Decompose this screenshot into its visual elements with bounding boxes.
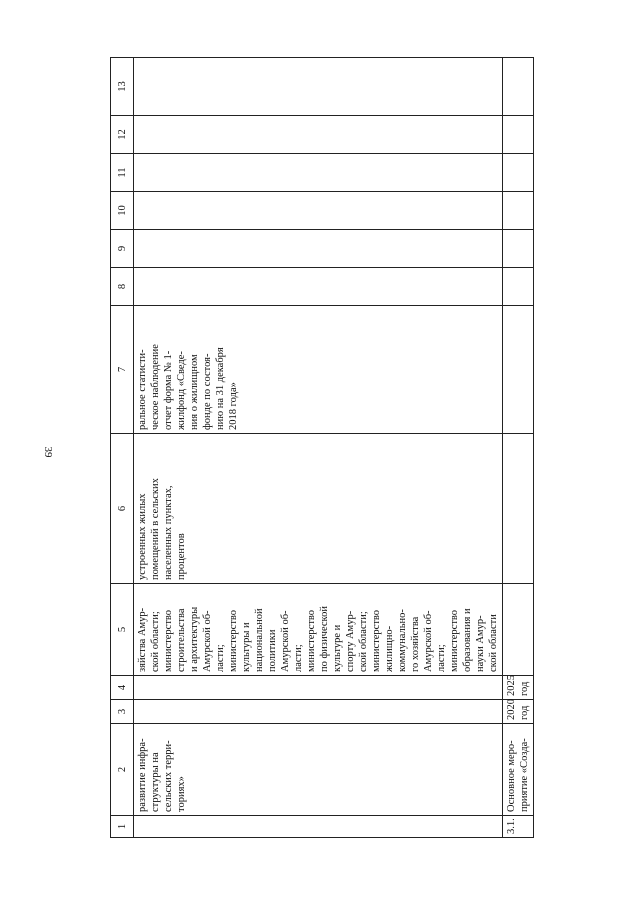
header-cell: 8 (111, 268, 134, 306)
table-cell (503, 268, 534, 306)
page-number: 39 (42, 446, 54, 458)
header-cell: 9 (111, 230, 134, 268)
program-table (110, 57, 534, 838)
header-cell: 4 (111, 676, 134, 700)
rotated-table-container (110, 58, 530, 838)
table-cell (134, 58, 503, 116)
table-cell (503, 116, 534, 154)
header-cell: 3 (111, 700, 134, 724)
table-cell (503, 58, 534, 116)
table-cell (134, 676, 503, 700)
table-cell (134, 816, 503, 838)
indicator-cell: устроенных жилых помещений в сельских населенных пунктах, процентов (134, 434, 503, 584)
header-cell: 1 (111, 816, 134, 838)
start-year-cell: 2020 год (503, 700, 534, 724)
table-cell (134, 700, 503, 724)
table-cell (134, 268, 503, 306)
table-cell (503, 306, 534, 434)
table-cell (134, 116, 503, 154)
header-cell: 6 (111, 434, 134, 584)
header-cell: 5 (111, 584, 134, 676)
table-cell (134, 154, 503, 192)
source-cell: ральное статисти- ческое наблюдение отчет форма № 1- жилфонд «Сведе- ния о жилищном фонде по состоя- нию на 31 декабря 2018 года» (134, 306, 503, 434)
table-cell (503, 192, 534, 230)
header-cell: 11 (111, 154, 134, 192)
table-cell (134, 192, 503, 230)
table-cell (134, 230, 503, 268)
event-name-cell: Основное меро- приятие «Созда- (503, 724, 534, 816)
table-cell (503, 434, 534, 584)
header-cell: 7 (111, 306, 134, 434)
header-cell: 13 (111, 58, 134, 116)
event-name-cell: развитие инфра- структуры на сельских терри- ториях» (134, 724, 503, 816)
table-cell (503, 584, 534, 676)
header-cell: 10 (111, 192, 134, 230)
row-number-cell: 3.1. (503, 816, 534, 838)
header-cell: 12 (111, 116, 134, 154)
table-cell (503, 230, 534, 268)
table-cell (503, 154, 534, 192)
end-year-cell: 2025 год (503, 676, 534, 700)
table-row (503, 58, 534, 838)
table-row (134, 58, 503, 838)
executor-cell: зяйства Амур- ской области; министерство строительства и архитектуры Амурской об- ласти; министерство культуры и национальной политики Амурской об- ласти; министерство по физической культуре и спорту Амур- ской области; министерство жилищно- коммунально- го хозяйства Амурской об- ласти; министерство образования и науки Амур- ской области (134, 584, 503, 676)
header-row (111, 58, 134, 838)
header-cell: 2 (111, 724, 134, 816)
